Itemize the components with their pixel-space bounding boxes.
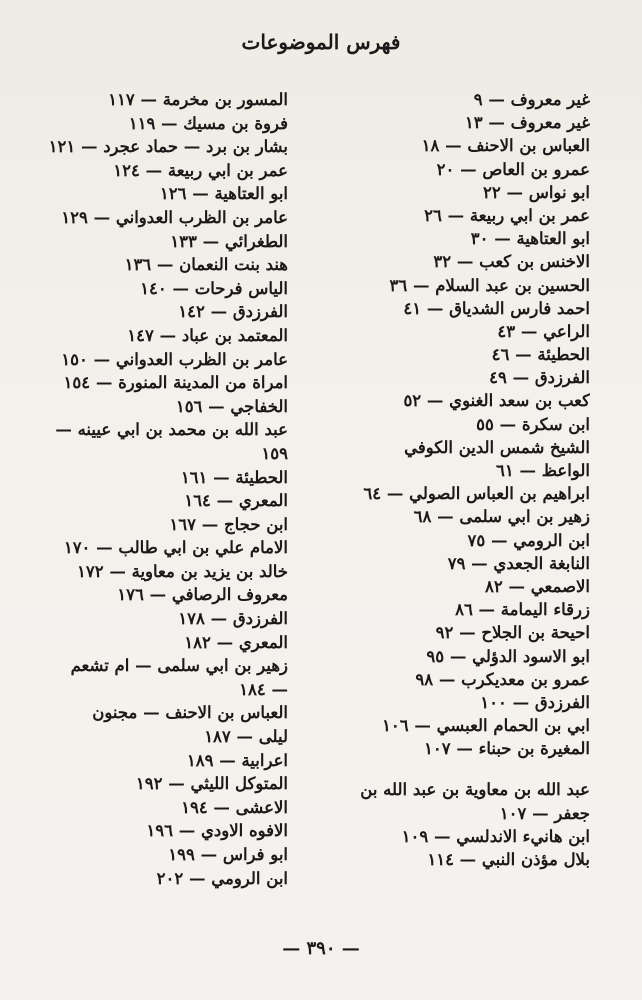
- index-entry: المغيرة بن حبناء — ١٠٧: [423, 739, 590, 759]
- index-entry: ابي بن الحمام العبسي — ١٠٦: [382, 716, 590, 736]
- index-entry: ابن سكرة — ٥٥: [476, 414, 590, 434]
- index-entry: العباس بن الاحنف — مجنون: [92, 703, 288, 723]
- index-entry: عمرو بن العاص — ٢٠: [436, 159, 590, 179]
- index-entry: ليلى — ١٨٧: [204, 727, 288, 747]
- index-entry: الخفاجي — ١٥٦: [175, 396, 288, 416]
- index-entry: زهير بن ابي سلمى — ٦٨: [413, 507, 590, 527]
- index-entry: اعرابية — ١٨٩: [186, 750, 288, 770]
- index-entry: ابو فراس — ١٩٩: [168, 845, 288, 864]
- index-entry: الياس فرحات — ١٤٠: [140, 278, 288, 298]
- index-entry: المعري — ١٦٤: [184, 491, 288, 511]
- index-entry: احيحة بن الجلاح — ٩٢: [435, 623, 590, 643]
- index-entry: فروة بن مسيك — ١١٩: [128, 113, 288, 133]
- index-entry: الشيخ شمس الدين الكوفي: [404, 437, 590, 457]
- index-entry: عمر بن ابي ربيعة — ٢٦: [424, 205, 590, 225]
- index-entry: الراعي — ٤٣: [497, 321, 590, 341]
- index-entry: ابن هانيء الاندلسي — ١٠٩: [401, 826, 590, 846]
- index-entry: الفرزدق — ١٠٠: [480, 692, 590, 712]
- index-entry: الحسين بن عبد السلام — ٣٦: [389, 275, 590, 295]
- index-entry: الفرزدق — ١٧٨: [178, 609, 288, 629]
- index-entry: الاخنس بن كعب — ٣٢: [433, 252, 590, 272]
- index-entry: زهير بن ابي سلمى — ام تشعم: [70, 656, 288, 676]
- index-entry: كعب بن سعد الغنوي — ٥٢: [403, 391, 590, 411]
- index-entry: امراة من المدينة المنورة — ١٥٤: [63, 373, 288, 393]
- index-entry: غير معروف — ١٣: [464, 113, 590, 133]
- index-entry: عبد الله بن محمد بن ابي عيينه —: [55, 420, 288, 440]
- index-entry: هند بنت النعمان — ١٣٦: [124, 255, 288, 275]
- index-entry: المسور بن مخرمة — ١١٧: [108, 90, 288, 109]
- index-entry: الطغرائي — ١٣٣: [170, 231, 288, 251]
- index-entry: ابراهيم بن العباس الصولي — ٦٤: [363, 484, 590, 504]
- index-entry: بلال مؤذن النبي — ١١٤: [427, 850, 590, 869]
- index-entry: النابغة الجعدي — ٧٩: [447, 553, 590, 573]
- index-entry: بشار بن برد — حماد عجرد — ١٢١: [48, 137, 288, 157]
- index-entry: الاعشى — ١٩٤: [181, 797, 288, 817]
- index-entry: غير معروف — ٩: [473, 90, 590, 109]
- index-entry: الامام علي بن ابي طالب — ١٧٠: [63, 538, 288, 558]
- index-entry: زرقاء اليمامة — ٨٦: [455, 600, 590, 620]
- index-entry: ١٥٩: [261, 443, 288, 463]
- index-entry: عبد الله بن معاوية بن عبد الله بن: [360, 780, 590, 800]
- index-entry: ابو نواس — ٢٢: [482, 182, 590, 202]
- index-entry: احمد فارس الشدياق — ٤١: [403, 298, 590, 318]
- index-entry: ابو العتاهية — ٣٠: [470, 229, 590, 249]
- left-column: [8, 88, 288, 890]
- index-entry: عامر بن الظرب العدواني — ١٢٩: [61, 207, 288, 227]
- index-entry: الفرزدق — ١٤٢: [178, 302, 288, 322]
- index-entry: ابو الاسود الدؤلي — ٩٥: [426, 646, 590, 666]
- page-title: فهرس الموضوعات: [241, 30, 401, 54]
- index-entry: عمر بن ابي ربيعة — ١٢٤: [113, 160, 288, 180]
- index-entry: جعفر — ١٠٧: [499, 803, 590, 823]
- index-entry: الافوه الاودي — ١٩٦: [146, 821, 288, 841]
- index-entry: الفرزدق — ٤٩: [489, 368, 590, 388]
- index-entry: المعري — ١٨٢: [184, 632, 288, 652]
- page-number: — ٣٩٠ —: [282, 938, 360, 959]
- index-entry: المعتمد بن عباد — ١٤٧: [127, 325, 288, 345]
- index-entry: ابن الرومي — ٧٥: [467, 530, 590, 550]
- index-entry: خالد بن يزيد بن معاوية — ١٧٢: [77, 561, 288, 581]
- index-entry: العباس بن الاحنف — ١٨: [421, 136, 590, 156]
- right-column: [360, 88, 590, 871]
- index-entry: معروف الرصافي — ١٧٦: [117, 585, 288, 605]
- spacer: [360, 760, 590, 778]
- index-entry: ابن حجاج — ١٦٧: [169, 514, 288, 534]
- index-entry: ابن الرومي — ٢٠٢: [156, 868, 288, 888]
- index-entry: الحطيئة — ٤٦: [491, 345, 590, 365]
- index-entry: عامر بن الظرب العدواني — ١٥٠: [61, 349, 288, 369]
- index-entry: المتوكل الليثي — ١٩٢: [135, 774, 288, 794]
- index-entry: ابو العتاهية — ١٢٦: [159, 184, 288, 204]
- index-entry: الاصمعي — ٨٢: [485, 576, 590, 596]
- index-entry: عمرو بن معديكرب — ٩٨: [415, 669, 590, 689]
- index-entry: الحطيئة — ١٦١: [180, 467, 288, 487]
- index-entry: الواعظ — ٦١: [496, 461, 590, 480]
- index-entry: — ١٨٤: [239, 679, 288, 699]
